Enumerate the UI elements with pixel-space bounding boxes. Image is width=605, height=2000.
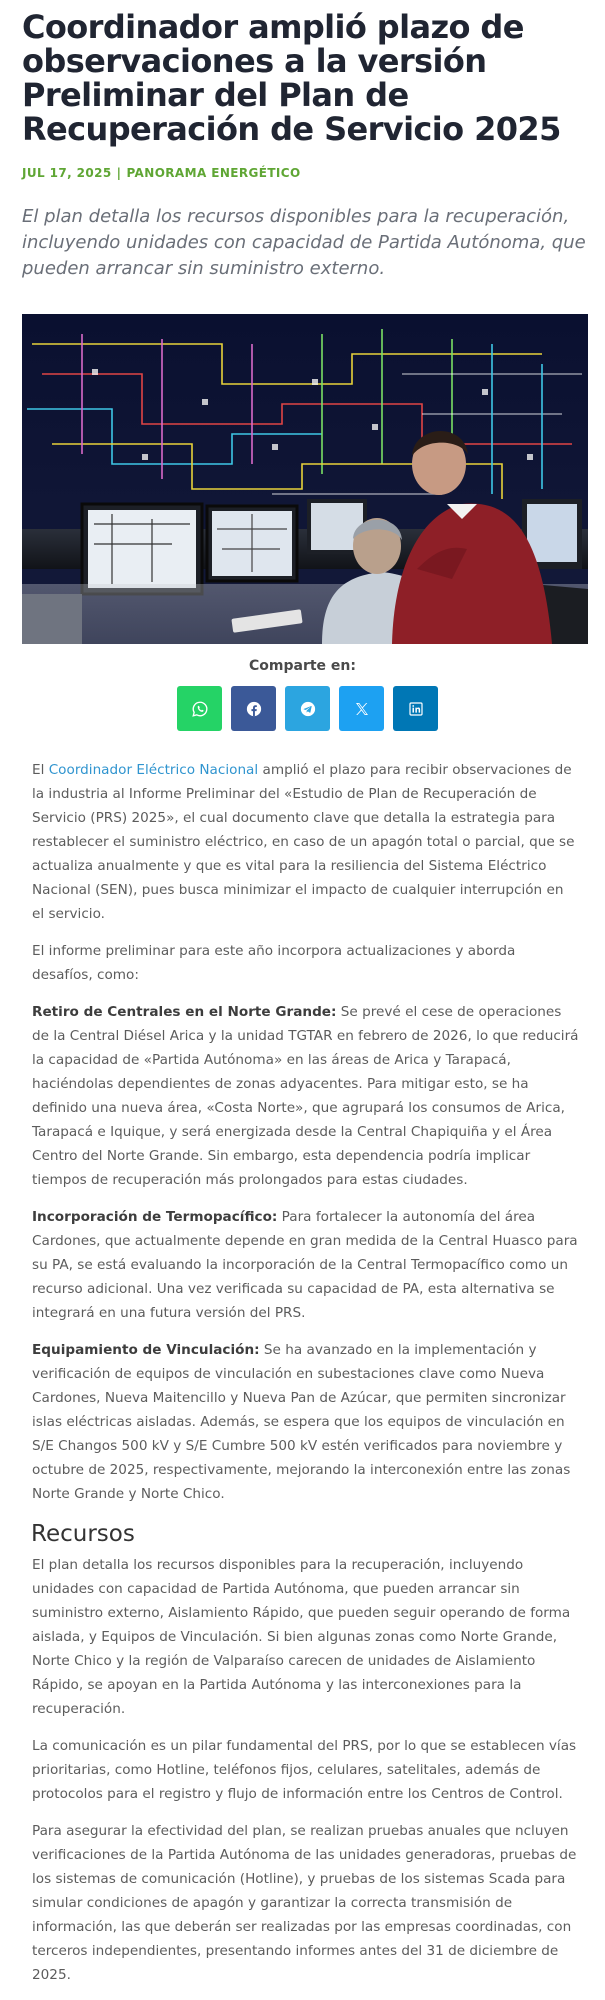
share-label: Comparte en:: [249, 658, 356, 674]
linkedin-icon: [407, 700, 425, 718]
body-paragraph: El plan detalla los recursos disponibles para la recuperación, incluyendo unidades con capacidad de Partida Autónoma, que pueden arrancar sin suministro externo, Aislamiento Rápido, que pueden seguir operando de forma aislada, y Equipos de Vinculación. Si bien algunas zonas como Norte Grande, Norte Chico y la región de Valparaíso carecen de unidades de Aislamiento Rápido, se apoyan en la Partida Autónoma y las interconexiones para la recuperación.: [32, 1557, 571, 1717]
meta-separator: |: [116, 166, 122, 180]
share-linkedin-button[interactable]: [393, 686, 438, 731]
body-paragraph-vinculacion: Equipamiento de Vinculación: Se ha avanzado en la implementación y verificación de equipos de vinculación en subestaciones clave como Nueva Cardones, Nueva Maitencillo y Nueva Pan de Azúcar, que permiten sincronizar islas eléctricas aisladas. Además, se espera que los equipos de vinculación en S/E Changos 500 kV y S/E Cumbre 500 kV estén verificados para noviembre y octubre de 2025, respectivamente, mejorando la interconexión entre las zonas Norte Grande y Norte Chico.: [32, 1342, 571, 1502]
article-category-link[interactable]: PANORAMA ENERGÉTICO: [126, 166, 301, 180]
share-whatsapp-button[interactable]: [177, 686, 222, 731]
paragraph-heading: Equipamiento de Vinculación:: [32, 1342, 260, 1358]
paragraph-heading: Incorporación de Termopacífico:: [32, 1209, 278, 1225]
section-heading-recursos: Recursos: [31, 1521, 135, 1547]
facebook-icon: [245, 700, 263, 718]
body-paragraph: Para asegurar la efectividad del plan, se realizan pruebas anuales que ncluyen verificaciones de la Partida Autónoma de las unidades generadoras, pruebas de los sistemas de comunicación (Hotline), y pruebas de los sistemas Scada para simular condiciones de apagón y garantizar la correcta transmisión de información, las que deberán ser realizadas por las empresas coordinadas, con terceros independientes, presentando informes antes del 31 de diciembre de 2025.: [32, 1823, 577, 1983]
x-icon: [353, 700, 371, 718]
whatsapp-icon: [191, 700, 209, 718]
article-body: [32, 758, 579, 2000]
article-meta: [22, 166, 301, 180]
share-buttons: [177, 686, 438, 731]
telegram-icon: [299, 700, 317, 718]
share-x-button[interactable]: [339, 686, 384, 731]
article-date: JUL 17, 2025: [22, 166, 112, 180]
coordinador-link[interactable]: Coordinador Eléctrico Nacional: [48, 762, 259, 778]
share-facebook-button[interactable]: [231, 686, 276, 731]
hero-image: [22, 314, 588, 644]
body-paragraph-intro: El Coordinador Eléctrico Nacional amplió el plazo para recibir observaciones de la industria al Informe Preliminar del «Estudio de Plan de Recuperación de Servicio (PRS) 2025», el cual documento clave que detalla la estrategia para restablecer el suministro eléctrico, en caso de un apagón total o parcial, que se actualiza anualmente y que es vital para la resiliencia del Sistema Eléctrico Nacional (SEN), pues busca minimizar el impacto de cualquier interrupción en el servicio.: [32, 762, 575, 922]
body-paragraph: El informe preliminar para este año incorpora actualizaciones y aborda desafíos, como:: [32, 943, 516, 983]
paragraph-heading: Retiro de Centrales en el Norte Grande:: [32, 1004, 337, 1020]
body-paragraph-retiro: Retiro de Centrales en el Norte Grande: Se prevé el cese de operaciones de la Central Diésel Arica y la unidad TGTAR en febrero de 2026, lo que reducirá la capacidad de «Partida Autónoma» en las áreas de Arica y Tarapacá, haciéndolas dependientes de zonas adyacentes. Para mitigar esto, se ha definido una nueva área, «Costa Norte», que agrupará los consumos de Arica, Tarapacá e Iquique, y será energizada desde la Central Chapiquiña y el Área Centro del Norte Grande. Sin embargo, esta dependencia podría implicar tiempos de recuperación más prolongados para estas ciudades.: [32, 1004, 579, 1188]
body-paragraph-termopacifico: Incorporación de Termopacífico: Para fortalecer la autonomía del área Cardones, que actualmente depende en gran medida de la Central Huasco para su PA, se está evaluando la incorporación de la Central Termopacífico como un recurso adicional. Una vez verificada su capacidad de PA, esta alternativa se integrará en una futura versión del PRS.: [32, 1209, 578, 1321]
article-subtitle: El plan detalla los recursos disponibles para la recuperación, incluyendo unidades con capacidad de Partida Autónoma, que pueden arrancar sin suministro externo.: [22, 206, 586, 279]
share-telegram-button[interactable]: [285, 686, 330, 731]
body-paragraph: La comunicación es un pilar fundamental del PRS, por lo que se establecen vías prioritarias, como Hotline, teléfonos fijos, celulares, satelitales, además de protocolos para el registro y flujo de información entre los Centros de Control.: [32, 1738, 577, 1802]
article-title: Coordinador amplió plazo de observaciones a la versión Preliminar del Plan de Recuperación de Servicio 2025: [22, 8, 561, 148]
control-room-photo: [22, 314, 588, 644]
